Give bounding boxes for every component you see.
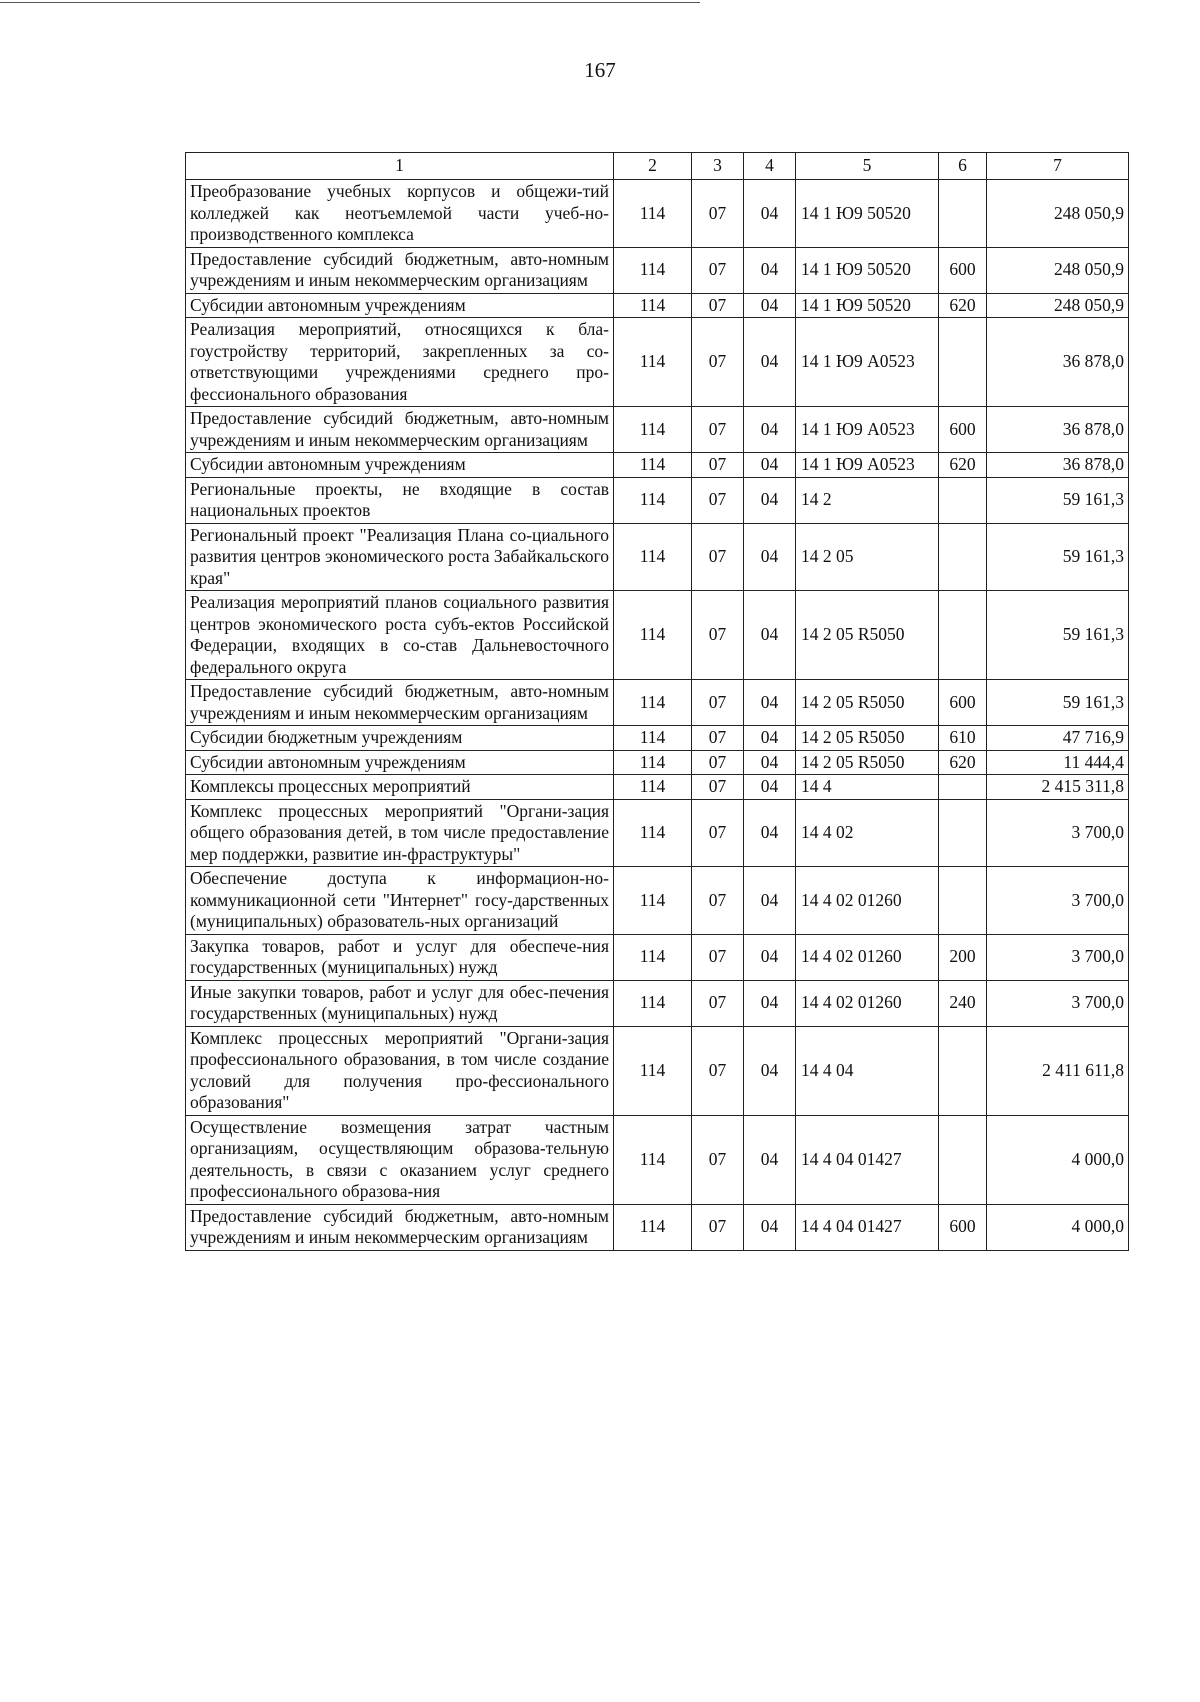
subsection-code-cell: 04 <box>744 799 796 867</box>
amount-cell: 59 161,3 <box>987 591 1129 680</box>
section-code-cell: 07 <box>692 726 744 751</box>
page-number: 167 <box>584 58 616 82</box>
section-code-cell: 07 <box>692 934 744 980</box>
amount-cell: 59 161,3 <box>987 680 1129 726</box>
target-code-cell: 14 1 Ю9 А0523 <box>796 453 939 478</box>
expense-type-code-cell <box>939 799 987 867</box>
table-row <box>186 775 1129 800</box>
amount-cell: 36 878,0 <box>987 453 1129 478</box>
target-code-cell: 14 1 Ю9 А0523 <box>796 318 939 407</box>
subsection-code-cell: 04 <box>744 318 796 407</box>
ministry-code-cell: 114 <box>614 867 692 935</box>
section-code-cell: 07 <box>692 1204 744 1250</box>
ministry-code-cell: 114 <box>614 980 692 1026</box>
subsection-code-cell: 04 <box>744 1026 796 1115</box>
expense-type-code-cell: 600 <box>939 680 987 726</box>
section-code-cell: 07 <box>692 523 744 591</box>
ministry-code-cell: 114 <box>614 523 692 591</box>
section-code-cell: 07 <box>692 453 744 478</box>
table-row <box>186 726 1129 751</box>
section-code-cell: 07 <box>692 799 744 867</box>
target-code-cell: 14 4 04 01427 <box>796 1204 939 1250</box>
table-row <box>186 680 1129 726</box>
amount-cell: 2 415 311,8 <box>987 775 1129 800</box>
expense-type-code-cell <box>939 318 987 407</box>
section-code-cell: 07 <box>692 247 744 293</box>
amount-cell: 4 000,0 <box>987 1115 1129 1204</box>
amount-cell: 2 411 611,8 <box>987 1026 1129 1115</box>
section-code-cell: 07 <box>692 775 744 800</box>
target-code-cell: 14 4 02 01260 <box>796 934 939 980</box>
expense-type-code-cell <box>939 775 987 800</box>
item-name-cell: Региональный проект "Реализация Плана со-циального развития центров экономического роста Забайкальского края" <box>186 523 614 591</box>
ministry-code-cell: 114 <box>614 247 692 293</box>
item-name-cell: Региональные проекты, не входящие в состав национальных проектов <box>186 477 614 523</box>
section-code-cell: 07 <box>692 477 744 523</box>
item-name-cell: Субсидии автономным учреждениям <box>186 750 614 775</box>
section-code-cell: 07 <box>692 180 744 248</box>
ministry-code-cell: 114 <box>614 775 692 800</box>
header-row <box>186 153 1129 180</box>
subsection-code-cell: 04 <box>744 247 796 293</box>
table-row <box>186 180 1129 248</box>
target-code-cell: 14 2 05 <box>796 523 939 591</box>
item-name-cell: Комплекс процессных мероприятий "Органи-зация общего образования детей, в том числе предоставление мер поддержки, развитие ин-фраструктуры" <box>186 799 614 867</box>
subsection-code-cell: 04 <box>744 407 796 453</box>
ministry-code-cell: 114 <box>614 318 692 407</box>
table-row <box>186 477 1129 523</box>
subsection-code-cell: 04 <box>744 523 796 591</box>
expense-type-code-cell: 620 <box>939 453 987 478</box>
expense-type-code-cell <box>939 1115 987 1204</box>
amount-cell: 248 050,9 <box>987 293 1129 318</box>
table-row <box>186 1026 1129 1115</box>
ministry-code-cell: 114 <box>614 293 692 318</box>
expense-type-code-cell <box>939 523 987 591</box>
ministry-code-cell: 114 <box>614 934 692 980</box>
expense-type-code-cell: 610 <box>939 726 987 751</box>
table-row <box>186 980 1129 1026</box>
item-name-cell: Субсидии бюджетным учреждениям <box>186 726 614 751</box>
subsection-code-cell: 04 <box>744 453 796 478</box>
amount-cell: 248 050,9 <box>987 180 1129 248</box>
ministry-code-cell: 114 <box>614 407 692 453</box>
section-code-cell: 07 <box>692 293 744 318</box>
section-code-cell: 07 <box>692 318 744 407</box>
target-code-cell: 14 4 02 <box>796 799 939 867</box>
subsection-code-cell: 04 <box>744 750 796 775</box>
subsection-code-cell: 04 <box>744 775 796 800</box>
item-name-cell: Субсидии автономным учреждениям <box>186 453 614 478</box>
section-code-cell: 07 <box>692 980 744 1026</box>
table-row <box>186 407 1129 453</box>
subsection-code-cell: 04 <box>744 1115 796 1204</box>
ministry-code-cell: 114 <box>614 453 692 478</box>
target-code-cell: 14 4 04 01427 <box>796 1115 939 1204</box>
section-code-cell: 07 <box>692 1115 744 1204</box>
table-row <box>186 1115 1129 1204</box>
item-name-cell: Комплекс процессных мероприятий "Органи-зация профессионального образования, в том числе создание условий для получения про-фессионального образования" <box>186 1026 614 1115</box>
header-cell: 7 <box>987 153 1129 180</box>
amount-cell: 59 161,3 <box>987 523 1129 591</box>
ministry-code-cell: 114 <box>614 477 692 523</box>
target-code-cell: 14 2 05 R5050 <box>796 726 939 751</box>
item-name-cell: Субсидии автономным учреждениям <box>186 293 614 318</box>
ministry-code-cell: 114 <box>614 750 692 775</box>
amount-cell: 47 716,9 <box>987 726 1129 751</box>
amount-cell: 59 161,3 <box>987 477 1129 523</box>
table-row <box>186 523 1129 591</box>
target-code-cell: 14 1 Ю9 50520 <box>796 180 939 248</box>
top-rule <box>0 2 700 3</box>
target-code-cell: 14 2 <box>796 477 939 523</box>
header-cell: 5 <box>796 153 939 180</box>
target-code-cell: 14 4 02 01260 <box>796 867 939 935</box>
item-name-cell: Предоставление субсидий бюджетным, авто-номным учреждениям и иным некоммерческим организациям <box>186 1204 614 1250</box>
expense-type-code-cell <box>939 180 987 248</box>
header-cell: 3 <box>692 153 744 180</box>
expense-type-code-cell <box>939 1026 987 1115</box>
amount-cell: 3 700,0 <box>987 799 1129 867</box>
expense-type-code-cell <box>939 867 987 935</box>
subsection-code-cell: 04 <box>744 680 796 726</box>
subsection-code-cell: 04 <box>744 867 796 935</box>
amount-cell: 3 700,0 <box>987 867 1129 935</box>
target-code-cell: 14 1 Ю9 А0523 <box>796 407 939 453</box>
header-cell: 1 <box>186 153 614 180</box>
subsection-code-cell: 04 <box>744 934 796 980</box>
table-row <box>186 293 1129 318</box>
item-name-cell: Иные закупки товаров, работ и услуг для обес-печения государственных (муниципальных) нужд <box>186 980 614 1026</box>
item-name-cell: Осуществление возмещения затрат частным организациям, осуществляющим образова-тельную деятельность, в связи с оказанием услуг среднего профессионального образова-ния <box>186 1115 614 1204</box>
header-cell: 2 <box>614 153 692 180</box>
subsection-code-cell: 04 <box>744 1204 796 1250</box>
ministry-code-cell: 114 <box>614 680 692 726</box>
table-row <box>186 867 1129 935</box>
subsection-code-cell: 04 <box>744 591 796 680</box>
item-name-cell: Реализация мероприятий, относящихся к бла-гоустройству территорий, закрепленных за со-ответствующими учреждениями среднего про-фессионального образования <box>186 318 614 407</box>
table-row <box>186 1204 1129 1250</box>
item-name-cell: Реализация мероприятий планов социального развития центров экономического роста субъ-ектов Российской Федерации, входящих в со-став Дальневосточного федерального округа <box>186 591 614 680</box>
header-cell: 6 <box>939 153 987 180</box>
amount-cell: 4 000,0 <box>987 1204 1129 1250</box>
amount-cell: 11 444,4 <box>987 750 1129 775</box>
budget-table <box>185 152 1129 1251</box>
ministry-code-cell: 114 <box>614 1115 692 1204</box>
subsection-code-cell: 04 <box>744 477 796 523</box>
table-row <box>186 750 1129 775</box>
subsection-code-cell: 04 <box>744 980 796 1026</box>
table-row <box>186 934 1129 980</box>
expense-type-code-cell <box>939 591 987 680</box>
table-body <box>186 180 1129 1251</box>
target-code-cell: 14 1 Ю9 50520 <box>796 247 939 293</box>
section-code-cell: 07 <box>692 1026 744 1115</box>
table-row <box>186 247 1129 293</box>
target-code-cell: 14 2 05 R5050 <box>796 591 939 680</box>
target-code-cell: 14 4 04 <box>796 1026 939 1115</box>
item-name-cell: Закупка товаров, работ и услуг для обеспече-ния государственных (муниципальных) нужд <box>186 934 614 980</box>
ministry-code-cell: 114 <box>614 1026 692 1115</box>
header-cell: 4 <box>744 153 796 180</box>
amount-cell: 3 700,0 <box>987 980 1129 1026</box>
item-name-cell: Предоставление субсидий бюджетным, авто-номным учреждениям и иным некоммерческим организациям <box>186 407 614 453</box>
ministry-code-cell: 114 <box>614 180 692 248</box>
item-name-cell: Преобразование учебных корпусов и общежи-тий колледжей как неотъемлемой части учеб-но-производственного комплекса <box>186 180 614 248</box>
amount-cell: 248 050,9 <box>987 247 1129 293</box>
table-row <box>186 799 1129 867</box>
target-code-cell: 14 2 05 R5050 <box>796 750 939 775</box>
target-code-cell: 14 4 <box>796 775 939 800</box>
subsection-code-cell: 04 <box>744 726 796 751</box>
expense-type-code-cell: 600 <box>939 247 987 293</box>
expense-type-code-cell: 240 <box>939 980 987 1026</box>
subsection-code-cell: 04 <box>744 293 796 318</box>
subsection-code-cell: 04 <box>744 180 796 248</box>
expense-type-code-cell: 620 <box>939 750 987 775</box>
item-name-cell: Обеспечение доступа к информацион-но-коммуникационной сети "Интернет" госу-дарственных (муниципальных) образователь-ных организаций <box>186 867 614 935</box>
amount-cell: 3 700,0 <box>987 934 1129 980</box>
target-code-cell: 14 1 Ю9 50520 <box>796 293 939 318</box>
table-row <box>186 318 1129 407</box>
section-code-cell: 07 <box>692 750 744 775</box>
expense-type-code-cell: 600 <box>939 407 987 453</box>
target-code-cell: 14 4 02 01260 <box>796 980 939 1026</box>
expense-type-code-cell: 200 <box>939 934 987 980</box>
ministry-code-cell: 114 <box>614 799 692 867</box>
target-code-cell: 14 2 05 R5050 <box>796 680 939 726</box>
table-row <box>186 591 1129 680</box>
table-row <box>186 453 1129 478</box>
item-name-cell: Предоставление субсидий бюджетным, авто-номным учреждениям и иным некоммерческим организациям <box>186 680 614 726</box>
expense-type-code-cell: 620 <box>939 293 987 318</box>
section-code-cell: 07 <box>692 591 744 680</box>
ministry-code-cell: 114 <box>614 1204 692 1250</box>
section-code-cell: 07 <box>692 867 744 935</box>
item-name-cell: Предоставление субсидий бюджетным, авто-номным учреждениям и иным некоммерческим организациям <box>186 247 614 293</box>
amount-cell: 36 878,0 <box>987 407 1129 453</box>
item-name-cell: Комплексы процессных мероприятий <box>186 775 614 800</box>
expense-type-code-cell <box>939 477 987 523</box>
amount-cell: 36 878,0 <box>987 318 1129 407</box>
ministry-code-cell: 114 <box>614 591 692 680</box>
section-code-cell: 07 <box>692 680 744 726</box>
ministry-code-cell: 114 <box>614 726 692 751</box>
section-code-cell: 07 <box>692 407 744 453</box>
expense-type-code-cell: 600 <box>939 1204 987 1250</box>
